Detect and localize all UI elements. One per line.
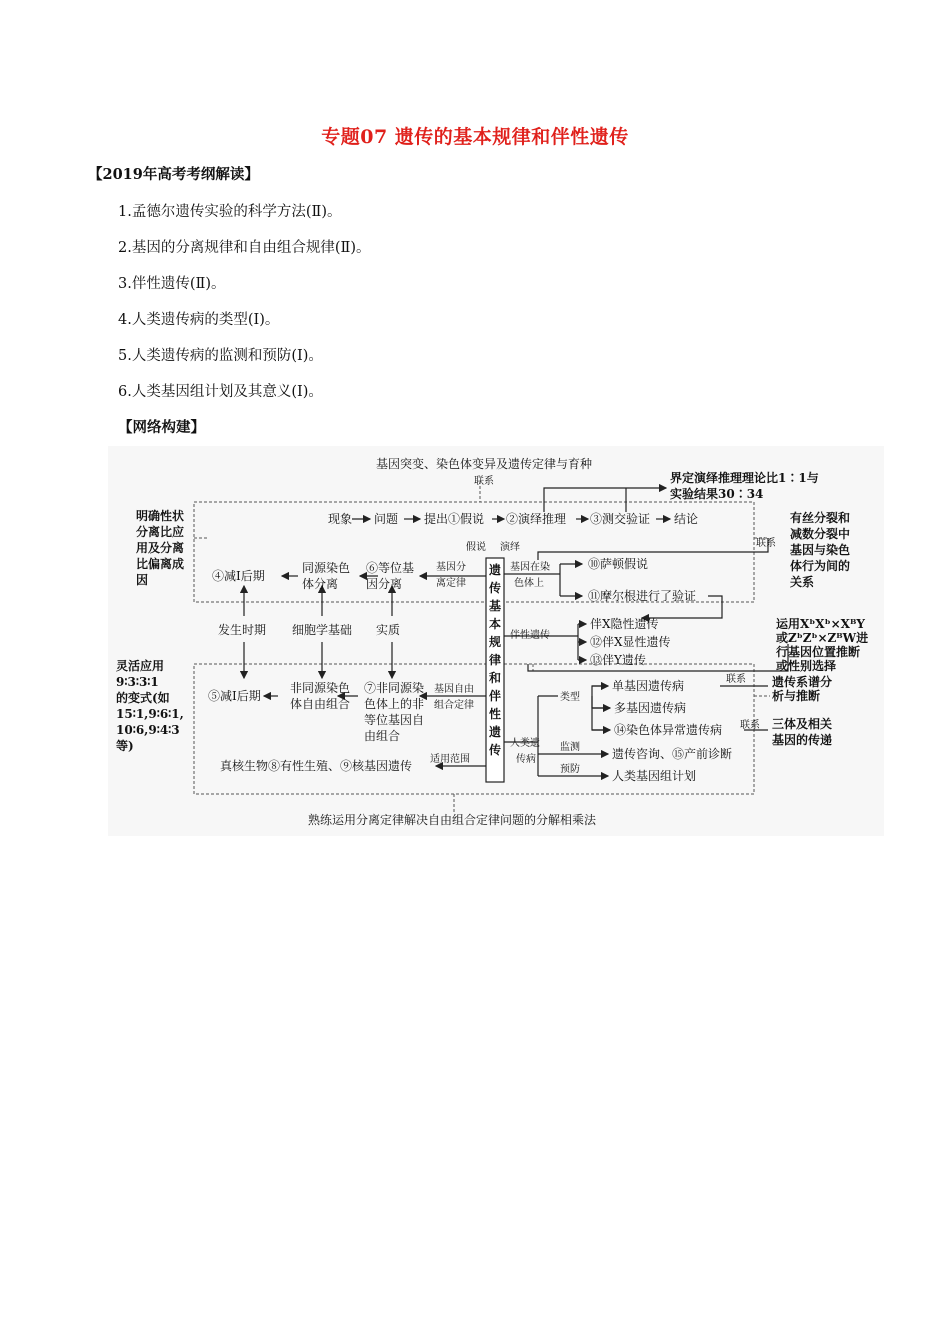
label-n11: ⑪摩尔根进行了验证 [588, 589, 697, 603]
chain-0: 现象 [328, 512, 353, 526]
pudi-1: 析与推断 [772, 689, 821, 703]
concept-map [108, 446, 884, 836]
label-yufang: 预防 [560, 764, 580, 775]
label-bx2: ⑫伴X显性遗传 [590, 635, 671, 649]
label-n6-0: ⑥等位基 [366, 561, 415, 575]
left-note-1: 分离比应 [136, 525, 185, 539]
label-zhenhe: 真核生物⑧有性生殖、⑨核基因遗传 [220, 759, 413, 773]
right-note-3: 体行为间的 [790, 559, 851, 573]
left-note-0: 明确性状 [136, 509, 185, 523]
chain-5: 结论 [674, 512, 699, 526]
right-note-2: 基因与染色 [790, 543, 851, 557]
yunyong-0: 运用XᵇXᵇ×XᴮY [776, 617, 865, 631]
center-ch-1: 传 [489, 581, 502, 595]
chain-1: 问题 [374, 512, 399, 526]
label-n7-1: 色体上的非 [364, 697, 425, 711]
label-jiance: 监测 [560, 742, 580, 753]
label-tongyuan-0: 同源染色 [302, 561, 351, 575]
label-zuhe-1: 组合定律 [434, 700, 474, 711]
center-ch-6: 和 [489, 671, 502, 685]
flex-note-4: 10∶6,9∶4∶3 [116, 723, 180, 737]
label-jiyin-ranse-1: 色体上 [514, 578, 544, 589]
label-n10: ⑩萨顿假说 [588, 557, 649, 571]
label-jieding: 界定演绎推理理论比1∶1与 [670, 471, 819, 485]
label-bx1: 伴X隐性遗传 [590, 617, 659, 631]
label-zuhe-0: 基因自由 [434, 684, 474, 695]
label-fenli-1: 离定律 [436, 578, 466, 589]
label-shiyong: 适用范围 [430, 754, 470, 765]
left-note-2: 用及分离 [136, 541, 185, 555]
syllabus-item-2: 2.基因的分离规律和自由组合规律(Ⅱ)。 [118, 240, 371, 256]
concept-map-svg [108, 446, 884, 836]
center-ch-2: 基 [489, 599, 502, 613]
flex-note-2: 的变式(如 [116, 691, 170, 705]
label-bottom: 熟练运用分离定律解决自由组合定律问题的分解相乘法 [308, 813, 597, 827]
label-n4: ④减Ⅰ后期 [212, 569, 265, 583]
label-yanyi: 演绎 [500, 542, 520, 553]
label-dan: 单基因遗传病 [612, 679, 685, 693]
label-feitongyuan-0: 非同源染色 [290, 681, 351, 695]
flex-note-5: 等) [116, 739, 134, 753]
label-n15: 遗传咨询、⑮产前诊断 [612, 747, 733, 761]
label-xibao: 细胞学基础 [292, 623, 353, 637]
section-heading-syllabus: 【2019年高考考纲解读】 [88, 166, 259, 183]
label-renlei-1: 传病 [516, 754, 536, 765]
center-ch-8: 性 [489, 707, 502, 721]
label-shiyan: 实验结果30∶34 [670, 487, 764, 501]
right-note-0: 有丝分裂和 [790, 511, 851, 525]
page-title: 专题07 遗传的基本规律和伴性遗传 [321, 126, 629, 148]
label-n7-3: 由组合 [364, 729, 401, 743]
syllabus-item-4: 4.人类遗传病的类型(Ⅰ)。 [118, 312, 280, 328]
center-ch-9: 遗 [489, 725, 502, 739]
label-lianxi-right: 联系 [756, 538, 776, 549]
left-note-4: 因 [136, 573, 149, 587]
center-ch-3: 本 [489, 617, 502, 631]
label-fasheng: 发生时期 [218, 623, 267, 637]
label-leixing: 类型 [560, 692, 580, 703]
syllabus-item-1: 1.孟德尔遗传实验的科学方法(Ⅱ)。 [118, 204, 342, 220]
chain-3: ②演绎推理 [506, 512, 567, 526]
section-heading-network: 【网络构建】 [118, 419, 205, 436]
santi-1: 基因的传递 [772, 733, 833, 747]
chain-4: ③测交验证 [590, 512, 651, 526]
label-lianxi-pudi: 联系 [726, 674, 746, 685]
syllabus-item-6: 6.人类基因组计划及其意义(Ⅰ)。 [118, 384, 323, 400]
label-duo: 多基因遗传病 [614, 701, 687, 715]
yunyong-2: 行基因位置推断 [776, 645, 861, 659]
label-fenli-0: 基因分 [436, 562, 466, 573]
syllabus-item-5: 5.人类遗传病的监测和预防(Ⅰ)。 [118, 348, 323, 364]
label-lianxi-santi: 联系 [740, 720, 760, 731]
label-n7-2: 等位基因自 [364, 713, 425, 727]
pudi-0: 遗传系谱分 [772, 675, 833, 689]
center-ch-4: 规 [489, 635, 502, 649]
label-n14: ⑭染色体异常遗传病 [614, 723, 723, 737]
flex-note-3: 15∶1,9∶6∶1, [116, 707, 184, 721]
label-feitongyuan-1: 体自由组合 [290, 697, 351, 711]
label-lianxi-top: 联系 [474, 476, 494, 487]
label-jiashuo: 假说 [466, 542, 486, 553]
yunyong-1: 或ZᵇZᵇ×ZᴮW进 [776, 631, 869, 645]
flex-note-0: 灵活应用 [116, 659, 165, 673]
label-jiyinzu: 人类基因组计划 [612, 769, 697, 783]
right-note-4: 关系 [790, 575, 815, 589]
center-ch-7: 伴 [489, 689, 502, 703]
center-ch-10: 传 [489, 743, 502, 757]
santi-0: 三体及相关 [772, 717, 833, 731]
label-top: 基因突变、染色体变异及遗传定律与育种 [376, 457, 593, 471]
label-shizhi: 实质 [376, 623, 401, 637]
label-n7-0: ⑦非同源染 [364, 681, 425, 695]
right-note-1: 减数分裂中 [790, 527, 851, 541]
label-n5: ⑤减Ⅰ后期 [208, 689, 261, 703]
left-note-3: 比偏离成 [136, 557, 185, 571]
label-banxing: 伴性遗传 [510, 630, 550, 641]
label-tongyuan-1: 体分离 [302, 577, 339, 591]
yunyong-3: 或性别选择 [776, 659, 837, 673]
center-ch-5: 律 [489, 653, 502, 667]
flex-note-1: 9∶3∶3∶1 [116, 675, 159, 689]
label-n6-1: 因分离 [366, 577, 403, 591]
label-jiyin-ranse-0: 基因在染 [510, 562, 550, 573]
center-ch-0: 遗 [489, 563, 502, 577]
label-renlei-0: 人类遗 [510, 738, 540, 749]
syllabus-item-3: 3.伴性遗传(Ⅱ)。 [118, 276, 226, 292]
chain-2: 提出①假说 [424, 512, 485, 526]
label-bx3: ⑬伴Y遗传 [590, 653, 646, 667]
